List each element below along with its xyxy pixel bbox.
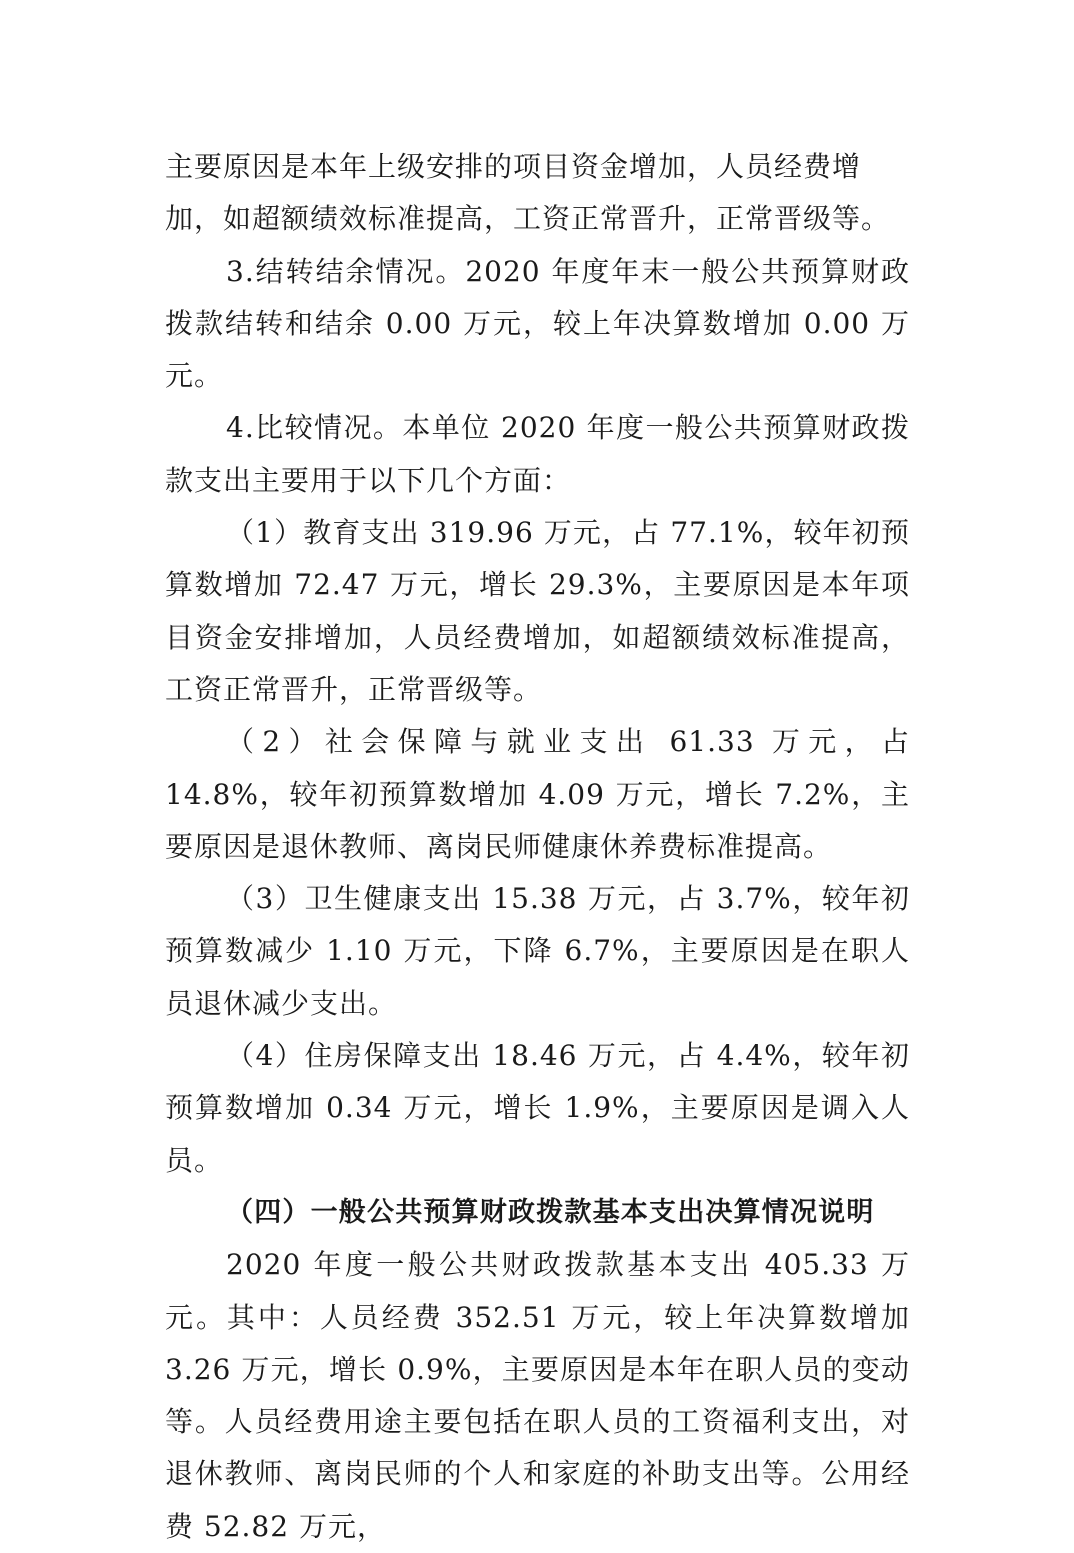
intro-line-1: 主要原因是本年上级安排的项目资金增加，人员经费增 bbox=[165, 150, 862, 183]
basic-expense-paragraph: 2020 年度一般公共财政拨款基本支出 405.33 万元。其中：人员经费 352.51 万元，较上年决算数增加 3.26 万元，增长 0.9%，主要原因是本年在职人员的变动等。人员经费用途主要包括在职人员的工资福利支出，对退休教师、离岗民师的个人和家庭的补助支出等。公用经费 52.82 万元， bbox=[165, 1248, 910, 1543]
section-heading: （四）一般公共预算财政拨款基本支出决算情况说明 bbox=[226, 1196, 875, 1228]
social-security-expense-item: （2）社会保障与就业支出 61.33 万元，占 14.8%，较年初预算数增加 4.09 万元，增长 7.2%，主要原因是退休教师、离岗民师健康休养费标准提高。 bbox=[165, 725, 910, 863]
document-body bbox=[165, 141, 910, 1553]
education-expense-item: （1）教育支出 319.96 万元，占 77.1%，较年初预算数增加 72.47 万元，增长 29.3%，主要原因是本年项目资金安排增加，人员经费增加，如超额绩效标准提高，工资正常晋升，正常晋级等。 bbox=[165, 516, 910, 706]
housing-expense-item: （4）住房保障支出 18.46 万元，占 4.4%，较年初预算数增加 0.34 万元，增长 1.9%，主要原因是调入人员。 bbox=[165, 1039, 910, 1177]
health-expense-item: （3）卫生健康支出 15.38 万元，占 3.7%，较年初预算数减少 1.10 万元，下降 6.7%，主要原因是在职人员退休减少支出。 bbox=[165, 882, 910, 1020]
intro-line-2: 加，如超额绩效标准提高，工资正常晋升，正常晋级等。 bbox=[165, 202, 891, 236]
comparison-paragraph: 4.比较情况。本单位 2020 年度一般公共预算财政拨款支出主要用于以下几个方面： bbox=[165, 411, 910, 497]
carryover-paragraph: 3.结转结余情况。2020 年度年末一般公共预算财政拨款结转和结余 0.00 万元，较上年决算数增加 0.00 万元。 bbox=[165, 254, 910, 393]
